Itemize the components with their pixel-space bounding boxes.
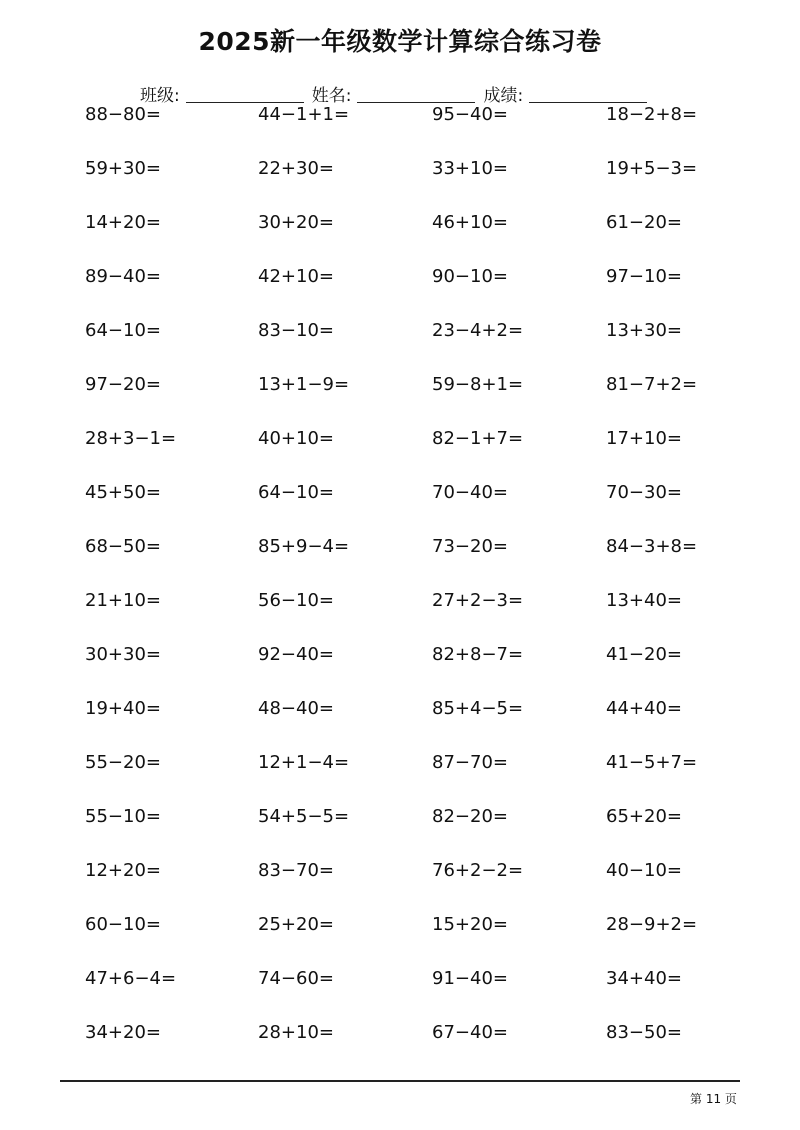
math-problem: 70−40= bbox=[432, 482, 508, 503]
math-problem: 21+10= bbox=[85, 590, 161, 611]
class-label: 班级: bbox=[140, 86, 180, 106]
math-problem: 46+10= bbox=[432, 212, 508, 233]
math-problem: 88−80= bbox=[85, 104, 161, 125]
problem-row bbox=[0, 104, 800, 158]
math-problem: 22+30= bbox=[258, 158, 334, 179]
math-problem: 90−10= bbox=[432, 266, 508, 287]
problem-row bbox=[0, 428, 800, 482]
math-problem: 41−20= bbox=[606, 644, 682, 665]
math-problem: 64−10= bbox=[258, 482, 334, 503]
math-problem: 81−7+2= bbox=[606, 374, 698, 395]
math-problem: 83−70= bbox=[258, 860, 334, 881]
math-problem: 23−4+2= bbox=[432, 320, 524, 341]
problem-row bbox=[0, 644, 800, 698]
math-problem: 40−10= bbox=[606, 860, 682, 881]
math-problem: 12+1−4= bbox=[258, 752, 350, 773]
math-problem: 61−20= bbox=[606, 212, 682, 233]
worksheet-title: 2025新一年级数学计算综合练习卷 bbox=[198, 27, 602, 56]
math-problem: 30+30= bbox=[85, 644, 161, 665]
problem-row bbox=[0, 320, 800, 374]
problem-row bbox=[0, 590, 800, 644]
math-problem: 28+10= bbox=[258, 1022, 334, 1043]
problem-row bbox=[0, 536, 800, 590]
problem-row bbox=[0, 806, 800, 860]
math-problem: 33+10= bbox=[432, 158, 508, 179]
student-info-row bbox=[140, 82, 655, 106]
problem-grid bbox=[0, 104, 800, 1076]
math-problem: 91−40= bbox=[432, 968, 508, 989]
problem-row bbox=[0, 158, 800, 212]
math-problem: 18−2+8= bbox=[606, 104, 698, 125]
math-problem: 34+40= bbox=[606, 968, 682, 989]
math-problem: 55−20= bbox=[85, 752, 161, 773]
math-problem: 54+5−5= bbox=[258, 806, 350, 827]
math-problem: 42+10= bbox=[258, 266, 334, 287]
problem-row bbox=[0, 212, 800, 266]
math-problem: 15+20= bbox=[432, 914, 508, 935]
math-problem: 97−20= bbox=[85, 374, 161, 395]
math-problem: 95−40= bbox=[432, 104, 508, 125]
math-problem: 83−10= bbox=[258, 320, 334, 341]
math-problem: 83−50= bbox=[606, 1022, 682, 1043]
math-problem: 25+20= bbox=[258, 914, 334, 935]
footer-divider bbox=[60, 1080, 740, 1082]
math-problem: 73−20= bbox=[432, 536, 508, 557]
problem-row bbox=[0, 914, 800, 968]
math-problem: 27+2−3= bbox=[432, 590, 524, 611]
math-problem: 68−50= bbox=[85, 536, 161, 557]
problem-row bbox=[0, 860, 800, 914]
math-problem: 30+20= bbox=[258, 212, 334, 233]
math-problem: 14+20= bbox=[85, 212, 161, 233]
math-problem: 89−40= bbox=[85, 266, 161, 287]
math-problem: 13+40= bbox=[606, 590, 682, 611]
problem-row bbox=[0, 374, 800, 428]
problem-row bbox=[0, 266, 800, 320]
math-problem: 44+40= bbox=[606, 698, 682, 719]
math-problem: 13+30= bbox=[606, 320, 682, 341]
problem-row bbox=[0, 698, 800, 752]
class-blank-line bbox=[186, 101, 304, 103]
math-problem: 97−10= bbox=[606, 266, 682, 287]
math-problem: 47+6−4= bbox=[85, 968, 177, 989]
math-problem: 45+50= bbox=[85, 482, 161, 503]
math-problem: 55−10= bbox=[85, 806, 161, 827]
math-problem: 84−3+8= bbox=[606, 536, 698, 557]
math-problem: 64−10= bbox=[85, 320, 161, 341]
math-problem: 56−10= bbox=[258, 590, 334, 611]
math-problem: 85+9−4= bbox=[258, 536, 350, 557]
math-problem: 82−20= bbox=[432, 806, 508, 827]
math-problem: 17+10= bbox=[606, 428, 682, 449]
math-problem: 92−40= bbox=[258, 644, 334, 665]
name-blank-line bbox=[357, 101, 475, 103]
math-problem: 59+30= bbox=[85, 158, 161, 179]
math-problem: 40+10= bbox=[258, 428, 334, 449]
math-problem: 70−30= bbox=[606, 482, 682, 503]
problem-row bbox=[0, 1022, 800, 1076]
math-problem: 13+1−9= bbox=[258, 374, 350, 395]
math-problem: 67−40= bbox=[432, 1022, 508, 1043]
math-problem: 59−8+1= bbox=[432, 374, 524, 395]
math-problem: 74−60= bbox=[258, 968, 334, 989]
math-problem: 41−5+7= bbox=[606, 752, 698, 773]
math-problem: 44−1+1= bbox=[258, 104, 350, 125]
math-problem: 19+40= bbox=[85, 698, 161, 719]
problem-row bbox=[0, 968, 800, 1022]
math-problem: 65+20= bbox=[606, 806, 682, 827]
problem-row bbox=[0, 482, 800, 536]
math-problem: 48−40= bbox=[258, 698, 334, 719]
problem-row bbox=[0, 752, 800, 806]
math-problem: 82−1+7= bbox=[432, 428, 524, 449]
math-problem: 82+8−7= bbox=[432, 644, 524, 665]
score-label: 成绩: bbox=[483, 86, 524, 106]
math-problem: 60−10= bbox=[85, 914, 161, 935]
math-problem: 19+5−3= bbox=[606, 158, 698, 179]
math-problem: 34+20= bbox=[85, 1022, 161, 1043]
math-problem: 87−70= bbox=[432, 752, 508, 773]
math-problem: 28−9+2= bbox=[606, 914, 698, 935]
name-label: 姓名: bbox=[311, 86, 352, 106]
math-problem: 76+2−2= bbox=[432, 860, 524, 881]
page-number: 第 11 页 bbox=[690, 1092, 737, 1106]
score-blank-line bbox=[529, 101, 647, 103]
math-problem: 85+4−5= bbox=[432, 698, 524, 719]
math-problem: 12+20= bbox=[85, 860, 161, 881]
math-problem: 28+3−1= bbox=[85, 428, 177, 449]
